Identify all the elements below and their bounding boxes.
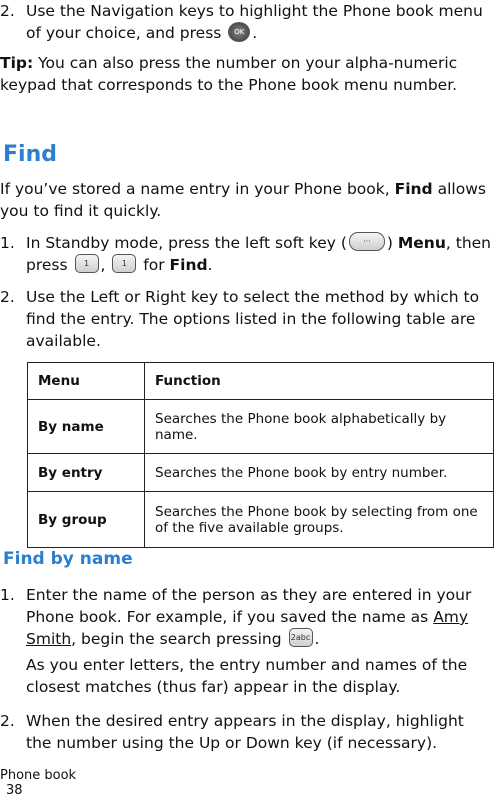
ok-key-icon: OK bbox=[228, 22, 250, 42]
table-row bbox=[28, 454, 494, 492]
step-number: 1. bbox=[0, 586, 15, 604]
desc-text-end: allows you to find it quickly. bbox=[0, 180, 486, 220]
step-number: 2. bbox=[0, 288, 15, 306]
menu-label: Menu bbox=[397, 234, 446, 252]
section-heading-find-by-name: Find by name bbox=[3, 549, 133, 569]
desc-text: If you’ve stored a name entry in your Phone book, bbox=[0, 180, 390, 198]
step-text: When the desired entry appears in the display, highlight the number using the Up or Down key (if necessary). bbox=[26, 712, 464, 752]
left-soft-key-icon: ··· bbox=[349, 232, 385, 251]
step-text: Use the Navigation keys to highlight the Phone book menu of your choice, and press bbox=[26, 2, 483, 42]
table-row bbox=[28, 492, 494, 548]
find-by-name-step-1: 1. Enter the name of the person as they are entered in your Phone book. For example, if you saved the name as Amy Smith, begin the search pressing 2abc . bbox=[0, 586, 472, 648]
example-name: Amy Smith bbox=[26, 608, 469, 648]
key-2-icon: 2abc bbox=[289, 628, 313, 647]
find-step-1: 1. In Standby mode, press the left soft key ( ··· ) Menu, then press 1 , 1 for Find. bbox=[0, 234, 492, 274]
tip-text: You can also press the number on your alpha-numeric keypad that corresponds to the Phone book menu number. bbox=[0, 54, 458, 94]
footer-section: Phone book bbox=[0, 768, 77, 783]
function-cell: Searches the Phone book alphabetically by name. bbox=[145, 400, 494, 454]
step-text: In Standby mode, press the left soft key ( bbox=[26, 234, 347, 252]
function-cell: Searches the Phone book by selecting from one of the five available groups. bbox=[145, 492, 494, 548]
col-function: Function bbox=[145, 363, 494, 400]
find-step-2 bbox=[0, 286, 494, 352]
find-description bbox=[0, 178, 494, 222]
step-number: 2. bbox=[0, 2, 15, 20]
table-row bbox=[28, 400, 494, 454]
step-text-for: for bbox=[143, 256, 165, 274]
find-options-table bbox=[27, 362, 494, 548]
section-heading-find: Find bbox=[3, 142, 57, 167]
find-by-name-step-2 bbox=[0, 710, 494, 754]
key-1-icon: 1 bbox=[75, 254, 99, 273]
intro-step-2: 2. Use the Navigation keys to highlight the Phone book menu of your choice, and press OK . bbox=[0, 2, 483, 42]
desc-bold: Find bbox=[394, 180, 433, 198]
step-number: 2. bbox=[0, 712, 15, 730]
step-text: Use the Left or Right key to select the method by which to find the entry. The options listed in the following table are available. bbox=[26, 288, 480, 350]
page-number: 38 bbox=[6, 783, 23, 798]
step-text-post: , begin the search pressing bbox=[71, 630, 282, 648]
col-menu: Menu bbox=[28, 363, 145, 400]
find-by-name-note: As you enter letters, the entry number and names of the closest matches (thus far) appear in the display. bbox=[26, 656, 468, 696]
tip-label: Tip: bbox=[0, 54, 34, 72]
menu-cell: By name bbox=[28, 400, 145, 454]
function-cell: Searches the Phone book by entry number. bbox=[145, 454, 494, 492]
menu-cell: By entry bbox=[28, 454, 145, 492]
tip bbox=[0, 52, 494, 96]
step-text-then: , then press bbox=[26, 234, 492, 274]
step-number: 1. bbox=[0, 234, 15, 252]
menu-cell: By group bbox=[28, 492, 145, 548]
step-text: Enter the name of the person as they are entered in your Phone book. For example, if you saved the name as bbox=[26, 586, 472, 626]
key-1-icon: 1 bbox=[112, 254, 136, 273]
find-label: Find bbox=[169, 256, 208, 274]
table-header-row bbox=[28, 363, 494, 400]
